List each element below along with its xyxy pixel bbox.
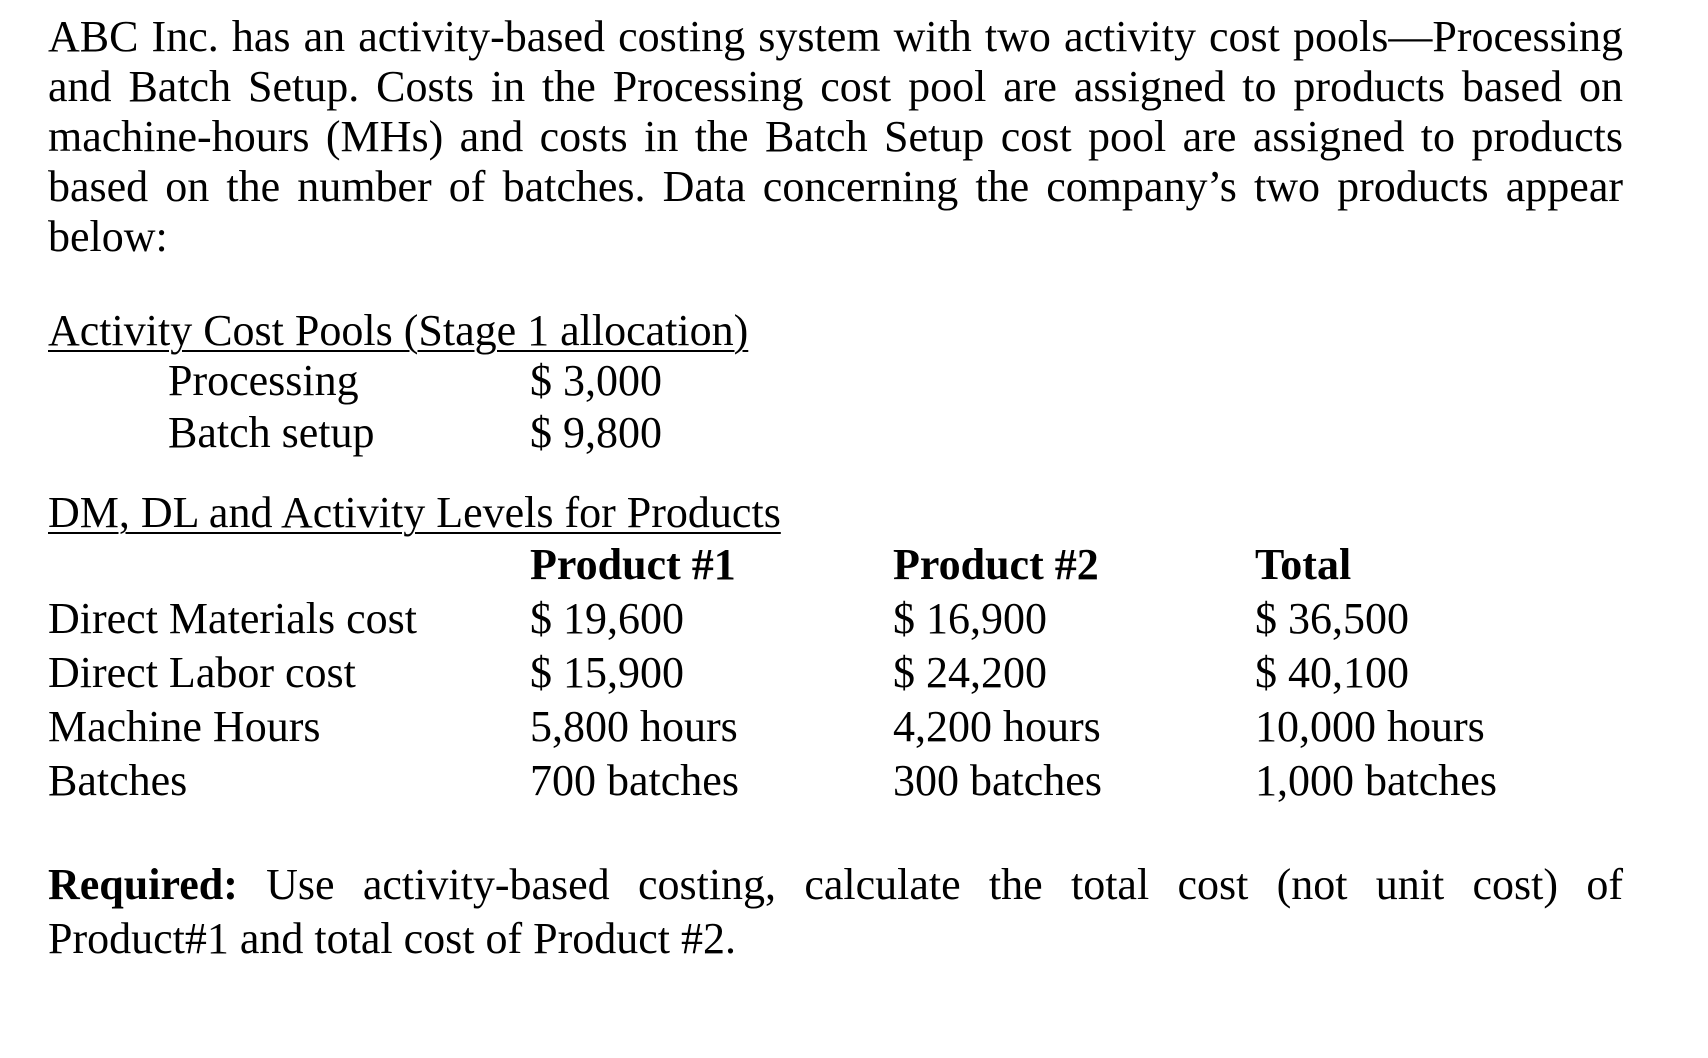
table-cell: $ 15,900 bbox=[530, 648, 684, 697]
table-cell: 5,800 hours bbox=[530, 702, 738, 751]
column-header-product-1: Product #1 bbox=[530, 540, 736, 589]
pool-label-processing: Processing bbox=[168, 356, 359, 405]
table-cell: $ 36,500 bbox=[1255, 594, 1409, 643]
required-label: Required: bbox=[48, 860, 238, 909]
pool-value-processing: $ 3,000 bbox=[530, 356, 662, 405]
table-cell: $ 40,100 bbox=[1255, 648, 1409, 697]
table-cell: 10,000 hours bbox=[1255, 702, 1485, 751]
required-paragraph bbox=[48, 858, 1623, 966]
row-label-direct-materials: Direct Materials cost bbox=[48, 594, 417, 643]
table-cell: 1,000 batches bbox=[1255, 756, 1497, 805]
intro-paragraph: ABC Inc. has an activity-based costing system with two activity cost pools—Processing and Batch Setup. Costs in the Processing cost pool are assigned to products based on machine-hours (MHs) and costs in the Batch Setup cost pool are assigned to products based on the number of batches. Data concerning the company’s two products appear below: bbox=[48, 12, 1623, 261]
row-label-batches: Batches bbox=[48, 756, 188, 805]
table-cell: $ 19,600 bbox=[530, 594, 684, 643]
table-cell: 4,200 hours bbox=[893, 702, 1101, 751]
product-table-heading: DM, DL and Activity Levels for Products bbox=[48, 488, 781, 537]
row-label-direct-labor: Direct Labor cost bbox=[48, 648, 356, 697]
table-cell: 300 batches bbox=[893, 756, 1102, 805]
column-header-total: Total bbox=[1255, 540, 1352, 589]
table-cell: $ 24,200 bbox=[893, 648, 1047, 697]
table-cell: 700 batches bbox=[530, 756, 739, 805]
activity-pools-heading: Activity Cost Pools (Stage 1 allocation) bbox=[48, 306, 749, 355]
pool-label-batch-setup: Batch setup bbox=[168, 408, 375, 457]
row-label-machine-hours: Machine Hours bbox=[48, 702, 321, 751]
pool-value-batch-setup: $ 9,800 bbox=[530, 408, 662, 457]
column-header-product-2: Product #2 bbox=[893, 540, 1099, 589]
table-cell: $ 16,900 bbox=[893, 594, 1047, 643]
required-text: Use activity-based costing, calculate the total cost (not unit cost) of Product#1 and total cost of Product #2. bbox=[48, 860, 1623, 963]
